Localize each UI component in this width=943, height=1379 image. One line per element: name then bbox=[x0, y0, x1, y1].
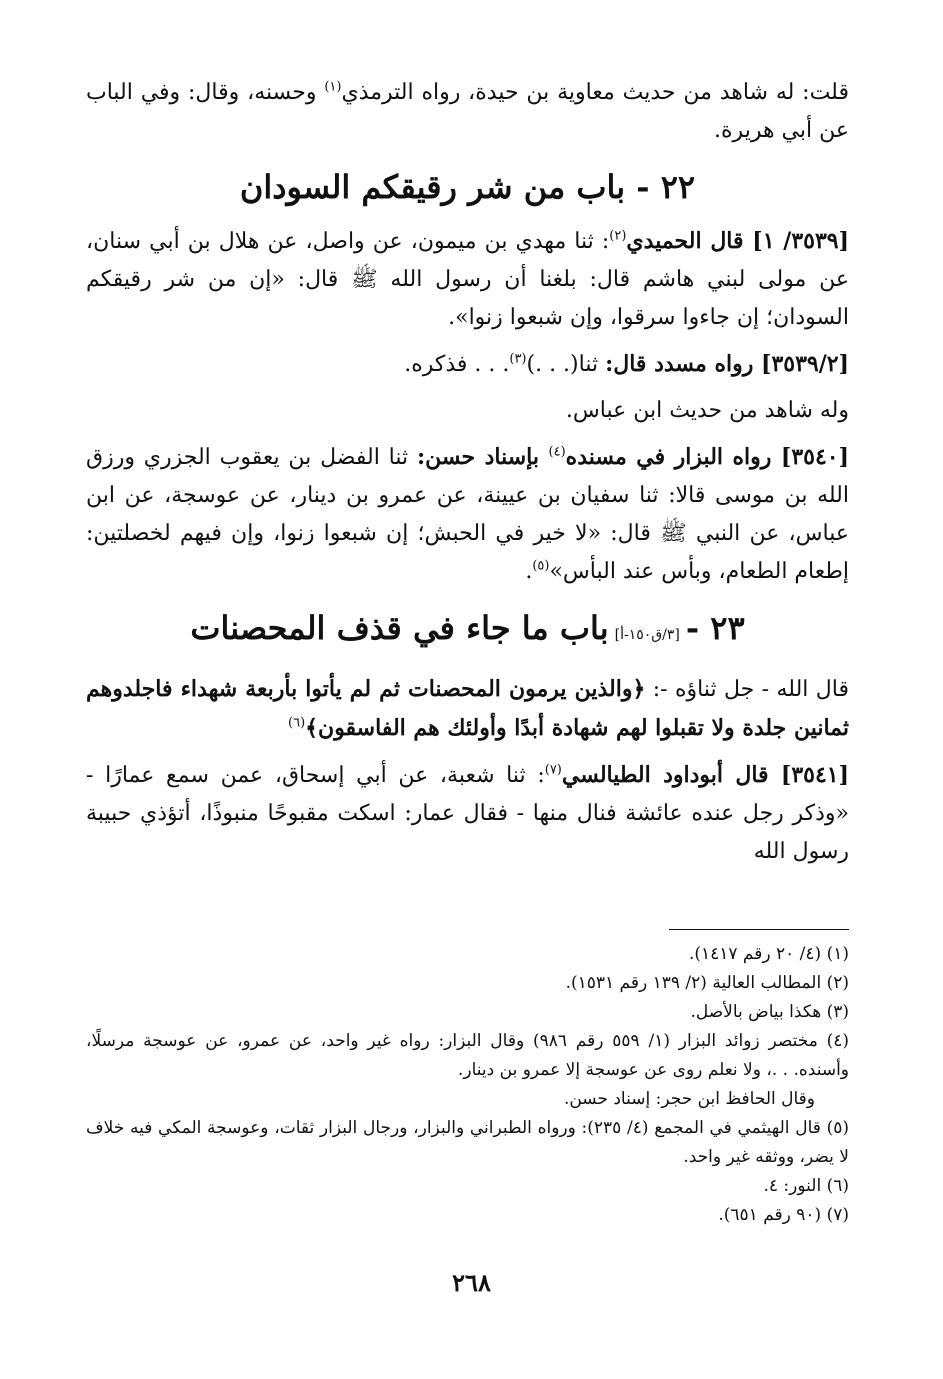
footnote-separator bbox=[669, 929, 849, 930]
footnote-7: (٧) (٩٠ رقم ٦٥١). bbox=[718, 1205, 849, 1225]
hadith-body: : ثنا مهدي بن ميمون، عن واصل، عن هلال بن أبي سنان، عن مولى لبني هاشم قال: بلغنا أن رسول الله ﷺ قال: «إن من شر رقيقكم السودان؛ إن جاءوا سرقوا، وإن شبعوا زنوا». bbox=[86, 229, 849, 330]
footnote-ref[interactable]: (٣) bbox=[509, 351, 527, 367]
page-number: ٢٦٨ bbox=[452, 1268, 491, 1297]
hadith-body-cont: . . . فذكره. bbox=[404, 352, 510, 377]
hadith-body: ثنا(. . .) bbox=[526, 352, 606, 377]
section-22-title: ٢٢ - باب من شر رقيقكم السودان bbox=[239, 168, 696, 206]
hadith-lead: [٣٥٣٩/٢] رواه مسدد قال: bbox=[605, 351, 849, 377]
quran-lead: قال الله - جل ثناؤه -: bbox=[645, 677, 849, 702]
footnote-ref[interactable]: (٥) bbox=[532, 558, 550, 574]
hadith-lead-isnad: بإسناد حسن: bbox=[417, 444, 549, 470]
intro-paragraph bbox=[86, 74, 849, 150]
section-number: ٢٣ - bbox=[685, 609, 745, 647]
footnote-ref[interactable]: (٦) bbox=[288, 715, 306, 731]
footnote-2: (٢) المطالب العالية (٢/ ١٣٩ رقم ١٥٣١). bbox=[565, 973, 849, 993]
footnotes-list bbox=[86, 940, 849, 1230]
hadith-3541 bbox=[86, 756, 849, 871]
hadith-lead: [٣٥٤٠] رواه البزار في مسنده bbox=[565, 444, 850, 470]
hadith-lead: [٣٥٤١] قال أبوداود الطيالسي bbox=[561, 762, 849, 788]
hadith-body: ثنا الفضل بن يعقوب الجزري ورزق الله بن موسى قالا: ثنا سفيان بن عيينة، عن عمرو بن دينار، عن عوسجة، عن ابن عباس، عن النبي ﷺ قال: «لا خير في الحبش؛ إن شبعوا زنوا، وإن فيهم لخصلتين: إطعام الطعام، وبأس عند البأس» bbox=[86, 445, 849, 584]
hadith-3540 bbox=[86, 438, 849, 591]
footnote-4: (٤) مختصر زوائد البزار (١/ ٥٥٩ رقم ٩٨٦) وقال البزار: رواه غير واحد، عن عمرو، عن عوسجة مرسلًا، وأسنده. . .، ولا نعلم روى عن عوسجة إلا عمرو بن دينار. bbox=[86, 1031, 850, 1080]
quran-paragraph bbox=[86, 670, 849, 748]
hadith-3539-2 bbox=[86, 345, 849, 384]
footnote-ref[interactable]: (٢) bbox=[609, 228, 627, 244]
footnote-ref[interactable]: (١) bbox=[324, 79, 342, 95]
footnote-1: (١) (٤/ ٢٠ رقم ١٤١٧). bbox=[688, 944, 849, 964]
footnote-6: (٦) النور: ٤. bbox=[763, 1176, 849, 1196]
quran-verse: ﴿والذين يرمون المحصنات ثم لم يأتوا بأربعة شهداء فاجلدوهم ثمانين جلدة ولا تقبلوا لهم شهادة أبدًا وأولئك هم الفاسقون﴾ bbox=[86, 676, 849, 741]
intro-text-cont: وحسنه، وقال: وفي الباب عن أبي هريرة. bbox=[86, 80, 849, 143]
footnote-ref[interactable]: (٤) bbox=[548, 444, 566, 460]
footnote-3: (٣) هكذا بياض بالأصل. bbox=[690, 1002, 849, 1022]
hadith-body-end: . bbox=[525, 559, 533, 584]
manuscript-ref: [٣/ق١٥٠-أ] bbox=[614, 627, 680, 643]
footnote-4-continuation: وقال الحافظ ابن حجر: إسناد حسن. bbox=[563, 1089, 815, 1109]
intro-text: قلت: له شاهد من حديث معاوية بن حيدة، رواه الترمذي bbox=[341, 80, 849, 105]
section-title-text: باب ما جاء في قذف المحصنات bbox=[190, 609, 609, 647]
witness-line: وله شاهد من حديث ابن عباس. bbox=[565, 398, 849, 423]
footnote-ref[interactable]: (٧) bbox=[544, 762, 562, 778]
section-23-title bbox=[86, 605, 849, 658]
footnote-5: (٥) قال الهيثمي في المجمع (٤/ ٢٣٥): ورواه الطبراني والبزار، ورجال البزار ثقات، وعوسجة المكي فيه خلاف لا يضر، ووثقه غير واحد. bbox=[86, 1118, 849, 1167]
hadith-3539-1 bbox=[86, 222, 849, 337]
hadith-lead: [٣٥٣٩/ ١] قال الحميدي bbox=[626, 228, 849, 254]
hadith-body: : ثنا شعبة، عن أبي إسحاق، عمن سمع عمارًا - «وذكر رجل عنده عائشة فنال منها - فقال عمار: اسكت مقبوحًا منبوذًا، أتؤذي حبيبة رسول الله bbox=[86, 763, 849, 864]
